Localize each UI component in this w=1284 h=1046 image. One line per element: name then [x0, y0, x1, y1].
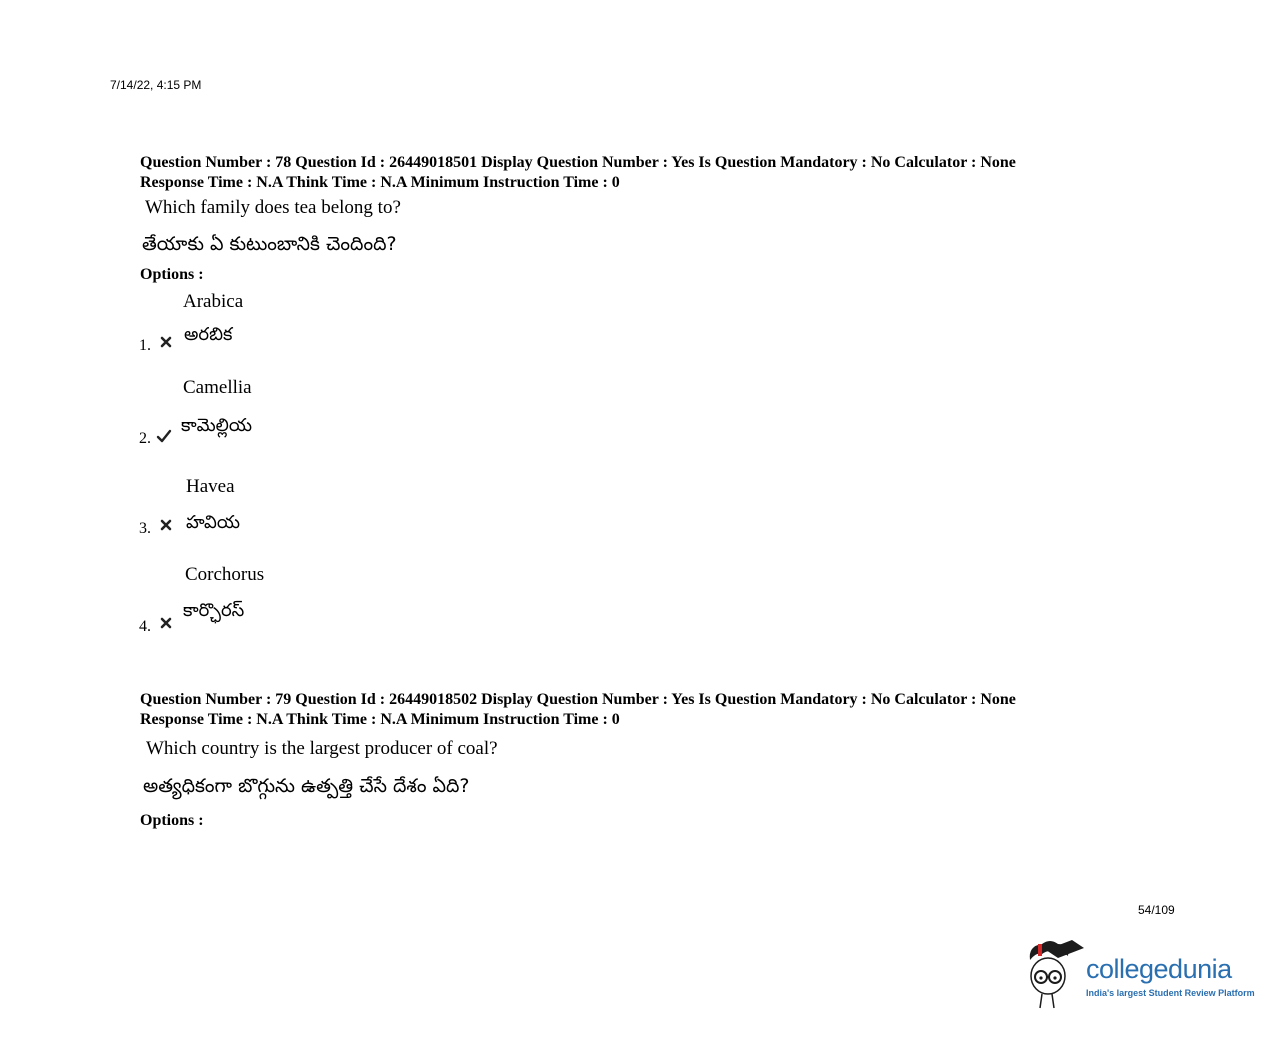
option-number: 3.: [139, 520, 151, 537]
option-number: 1.: [139, 337, 151, 354]
option-telugu: కామెల్లియ: [181, 415, 252, 436]
wrong-cross-icon: [158, 335, 174, 349]
logo-tagline: India's largest Student Review Platform: [1086, 988, 1255, 998]
wrong-cross-icon: [158, 616, 174, 630]
option-number: 2.: [139, 430, 151, 447]
page-number: 54/109: [1138, 903, 1175, 917]
option-telugu: హవియ: [186, 512, 240, 533]
question-text-telugu: తేయాకు ఏ కుటుంబానికి చెందింది?: [142, 233, 397, 255]
collegedunia-logo: [1024, 938, 1254, 1010]
mascot-icon: [1024, 938, 1086, 1010]
question-text-telugu: అత్యధికంగా బొగ్గును ఉత్పత్తి చేసే దేశం ఏది?: [143, 775, 470, 797]
option-telugu: కార్ఛొరస్: [183, 600, 245, 621]
question-text-english: Which country is the largest producer of coal?: [146, 738, 498, 759]
question-meta-line-2: Response Time : N.A Think Time : N.A Minimum Instruction Time : 0: [140, 711, 620, 728]
correct-check-icon: [156, 429, 172, 443]
wrong-cross-icon: [158, 518, 174, 532]
option-english: Camellia: [183, 377, 252, 398]
question-text-english: Which family does tea belong to?: [145, 197, 401, 218]
option-english: Corchorus: [185, 564, 265, 585]
option-english: Arabica: [183, 291, 244, 312]
logo-wordmark: collegedunia: [1086, 954, 1232, 984]
options-label: Options :: [140, 812, 204, 829]
print-timestamp: 7/14/22, 4:15 PM: [110, 78, 202, 92]
question-meta-line-2: Response Time : N.A Think Time : N.A Minimum Instruction Time : 0: [140, 174, 620, 191]
question-meta-line-1: Question Number : 78 Question Id : 26449018501 Display Question Number : Yes Is Question Mandatory : No Calculator : None: [140, 154, 1016, 171]
option-telugu: అరబిక: [184, 324, 233, 345]
options-label: Options :: [140, 266, 204, 283]
question-meta-line-1: Question Number : 79 Question Id : 26449018502 Display Question Number : Yes Is Question Mandatory : No Calculator : None: [140, 691, 1016, 708]
option-number: 4.: [139, 618, 151, 635]
option-english: Havea: [186, 476, 235, 497]
